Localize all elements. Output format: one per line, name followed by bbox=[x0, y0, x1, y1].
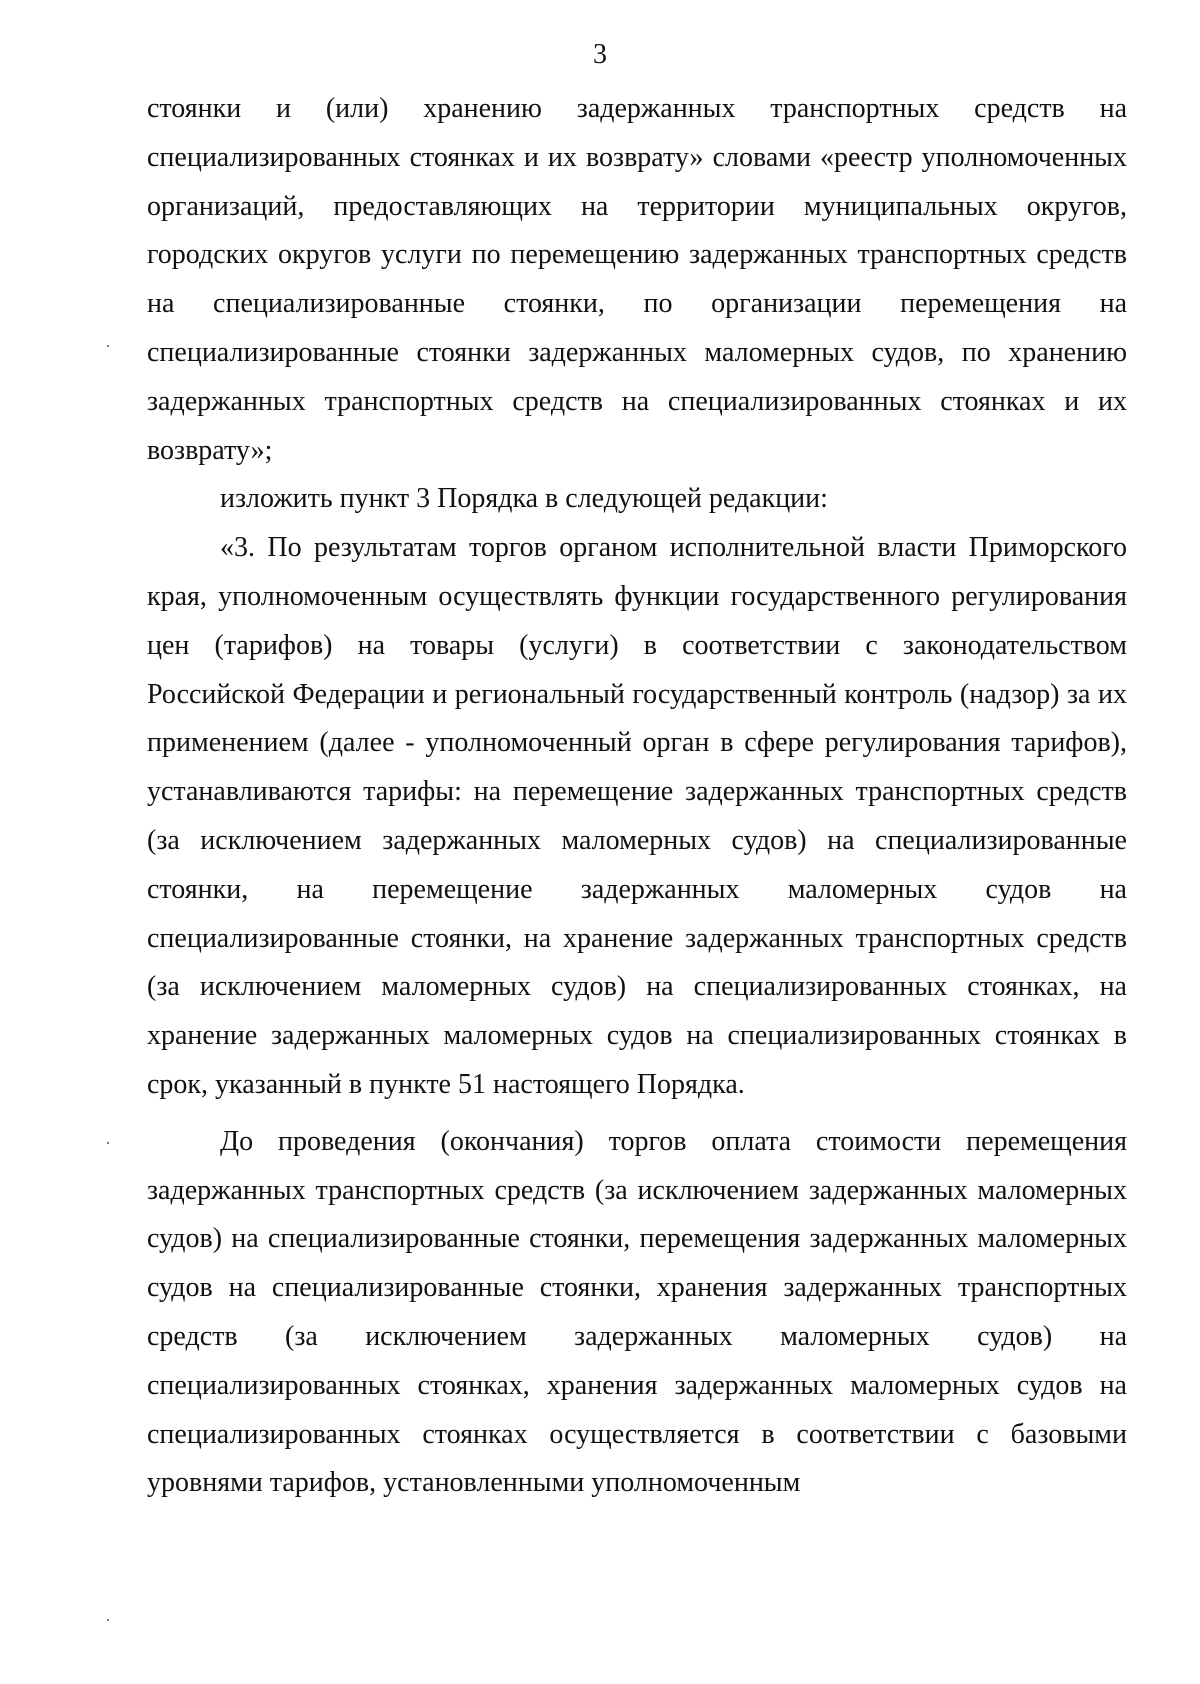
paragraph-amendment-instruction: изложить пункт 3 Порядка в следующей редакции: bbox=[220, 483, 828, 515]
paragraph-before-tenders: До проведения (окончания) торгов оплата стоимости перемещения задержанных транспортных средств (за исключением задержанных маломерных судов) на специализированные стоянки, перемещения задержанных маломерных судов на специализированные стоянки, хранения задержанных транспортных средств (за исключением задержанных маломерных судов) на специализированных стоянках, хранения задержанных маломерных судов на специализированных стоянках осуществляется в соответствии с базовыми уровнями тарифов, установленными уполномоченным bbox=[147, 1125, 1127, 1499]
scan-speck bbox=[107, 1619, 109, 1621]
scan-speck bbox=[107, 1142, 109, 1144]
scan-speck bbox=[107, 345, 109, 347]
paragraph-item-3: «3. По результатам торгов органом исполнительной власти Приморского края, уполномоченным осуществлять функции государственного регулирования цен (тарифов) на товары (услуги) в соответствии с законодательством Российской Федерации и региональный государственный контроль (надзор) за их применением (далее - уполномоченный орган в сфере регулирования тарифов), устанавливаются тарифы: на перемещение задержанных транспортных средств (за исключением задержанных маломерных судов) на специализированные стоянки, на перемещение задержанных маломерных судов на специализированные стоянки, на хранение задержанных транспортных средств (за исключением маломерных судов) на специализированных стоянках, на хранение задержанных маломерных судов на специализированных стоянках в срок, указанный в пункте 51 настоящего Порядка. bbox=[147, 532, 1127, 1100]
page-number: 3 bbox=[593, 39, 607, 70]
document-body bbox=[147, 85, 1127, 1508]
paragraph-continuation: стоянки и (или) хранению задержанных транспортных средств на специализированных стоянках и их возврату» словами «реестр уполномоченных организаций, предоставляющих на территории муниципальных округов, городских округов услуги по перемещению задержанных транспортных средств на специализированные стоянки, по организации перемещения на специализированные стоянки задержанных маломерных судов, по хранению задержанных транспортных средств на специализированных стоянках и их возврату»; bbox=[147, 93, 1127, 466]
